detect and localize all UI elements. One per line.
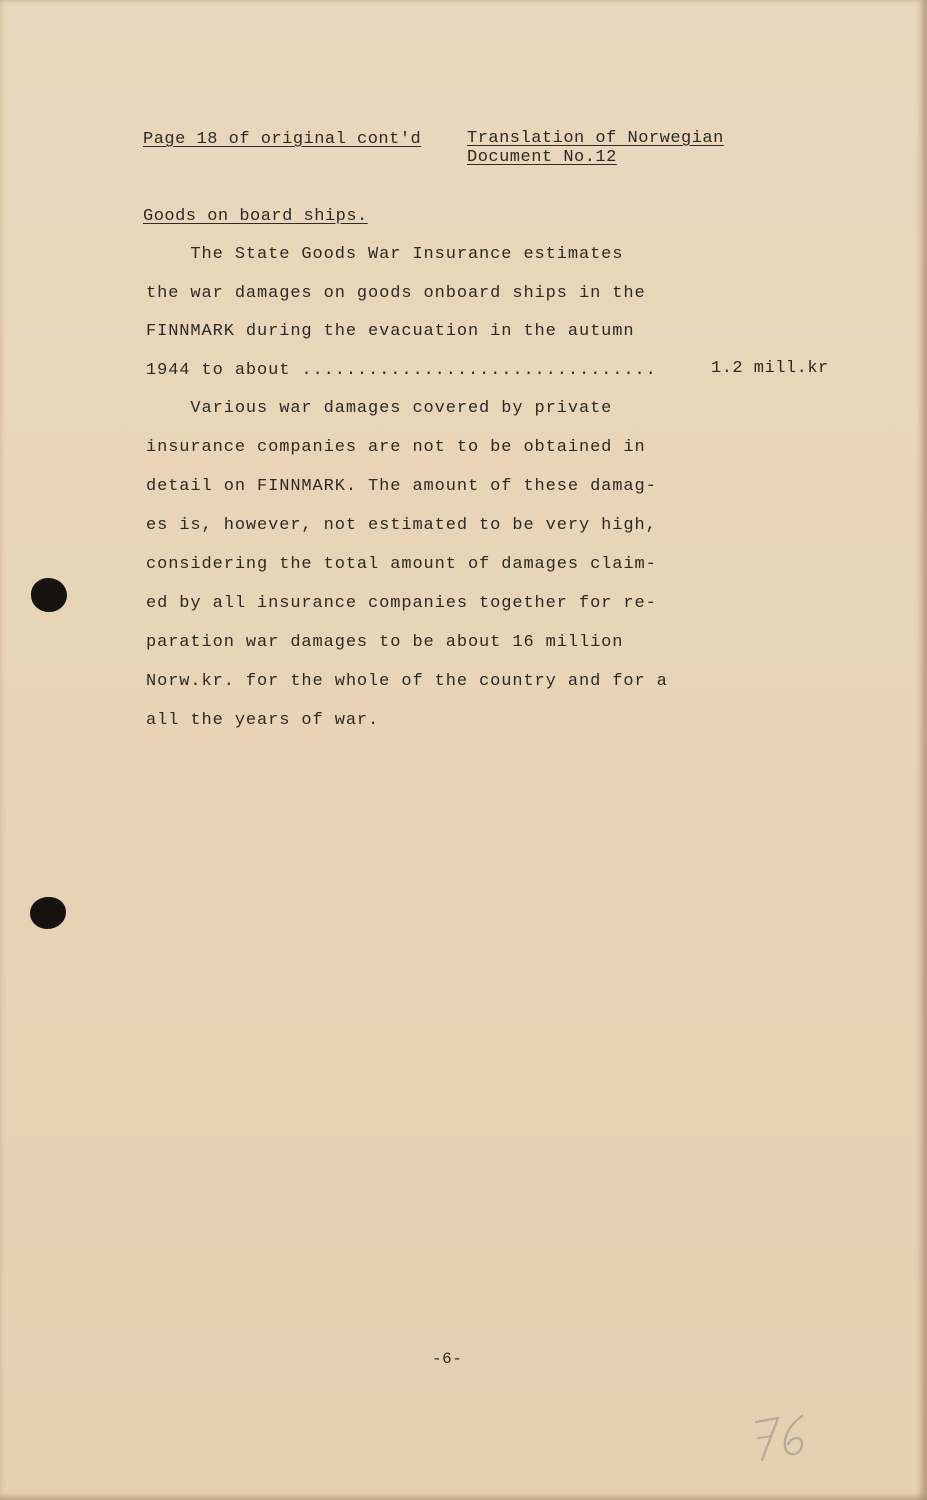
- page-number: -6-: [432, 1350, 463, 1368]
- header-translation-line: Translation of Norwegian: [467, 129, 724, 148]
- header-document-number: Document No.12: [467, 148, 617, 167]
- punch-hole-icon: [31, 578, 67, 612]
- body-line: es is, however, not estimated to be very high,: [146, 516, 657, 535]
- header-page-reference: Page 18 of original cont'd: [143, 130, 422, 149]
- header-translation-title: [467, 129, 724, 167]
- body-line: paration war damages to be about 16 million: [146, 633, 624, 652]
- body-line: all the years of war.: [146, 711, 380, 730]
- body-line: FINNMARK during the evacuation in the autumn: [146, 322, 635, 341]
- section-title: Goods on board ships.: [143, 207, 368, 226]
- amount-value: 1.2 mill.kr: [711, 359, 829, 378]
- body-line: the war damages on goods onboard ships in the: [146, 284, 646, 303]
- body-line: considering the total amount of damages claim-: [146, 555, 657, 574]
- body-line: Norw.kr. for the whole of the country and for a: [146, 672, 668, 691]
- handwritten-page-number-icon: [748, 1408, 818, 1468]
- body-line: insurance companies are not to be obtained in: [146, 438, 646, 457]
- body-line: The State Goods War Insurance estimates: [146, 245, 624, 264]
- punch-hole-icon: [30, 897, 66, 929]
- body-line: detail on FINNMARK. The amount of these damag-: [146, 477, 657, 496]
- body-line: ed by all insurance companies together for re-: [146, 594, 657, 613]
- body-line: 1944 to about ................................: [146, 361, 657, 380]
- body-line: Various war damages covered by private: [146, 399, 613, 418]
